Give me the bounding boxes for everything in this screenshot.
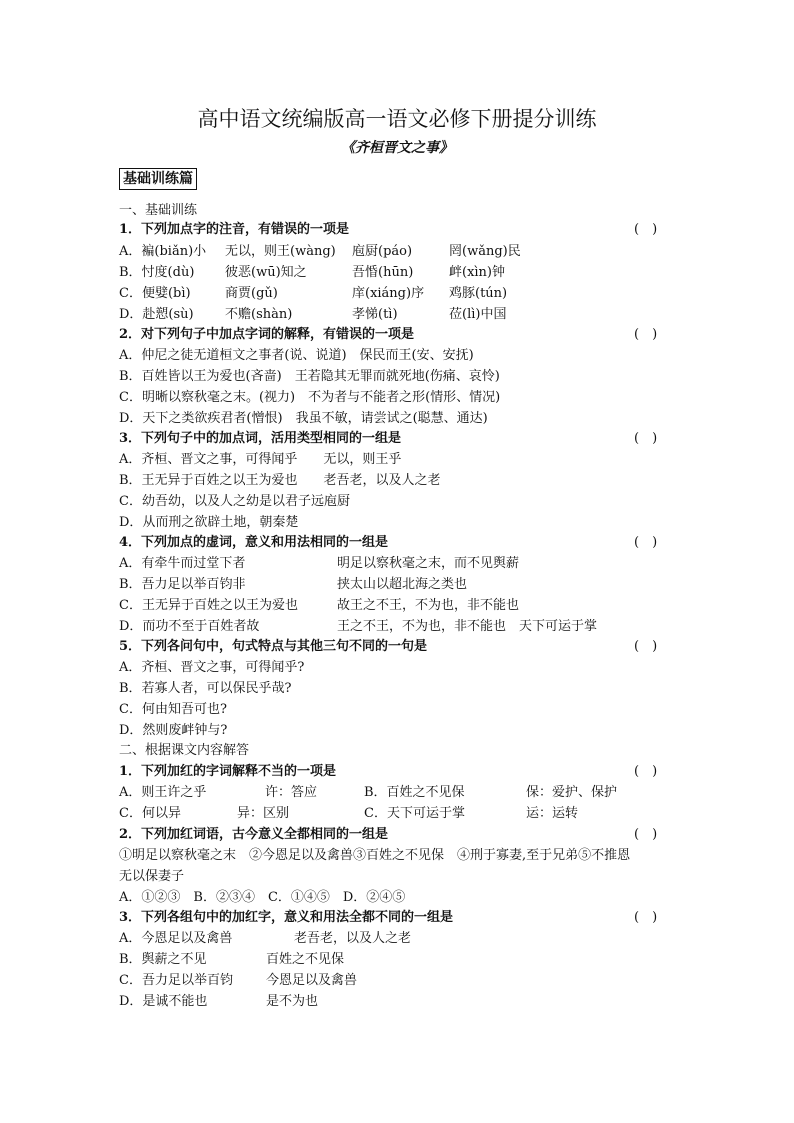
answer-bracket: ( ) bbox=[634, 827, 658, 842]
option-cell: C．便嬖(bì) bbox=[119, 286, 191, 301]
option-cell: 庠(xiáng)序 bbox=[352, 286, 425, 301]
option-cell: 明足以察秋毫之末，而不见舆薪 bbox=[337, 556, 520, 571]
answer-bracket: ( ) bbox=[634, 327, 658, 342]
answer-bracket: ( ) bbox=[634, 764, 658, 779]
option-cell: 商贾(gǔ) bbox=[225, 286, 278, 301]
option-cell: 是不为也 bbox=[266, 994, 319, 1009]
option-cell: 孝悌(tì) bbox=[352, 307, 398, 322]
option-cell: C．王无异于百姓之以王为爱也 bbox=[119, 598, 298, 613]
option-cell: 不赡(shàn) bbox=[225, 307, 293, 322]
option-cell: 百姓之不见保 bbox=[266, 952, 345, 967]
option-cell: 莅(lì)中国 bbox=[449, 307, 507, 322]
option-cell: 衅(xìn)钟 bbox=[449, 265, 506, 280]
answer-bracket: ( ) bbox=[634, 222, 658, 237]
question-stem: 1．下列加点字的注音，有错误的一项是 bbox=[119, 222, 350, 237]
option-cell: B．百姓之不见保 bbox=[364, 785, 465, 800]
option-line: C．明晰以察秋毫之末。(视力) 不为者与不能者之形(情形、情况) bbox=[119, 390, 501, 405]
option-cell: 鸡豚(tún) bbox=[449, 286, 508, 301]
question-stem: 3．下列句子中的加点词，活用类型相同的一组是 bbox=[119, 431, 402, 446]
part2-heading: 二、根据课文内容解答 bbox=[119, 743, 250, 758]
option-cell: 王之不王，不为也，非不能也 天下可运于掌 bbox=[337, 619, 598, 634]
option-cell: A．今恩足以及禽兽 bbox=[119, 931, 233, 946]
option-line: B．若寡人者，可以保民乎哉? bbox=[119, 681, 292, 696]
option-line: D．然则废衅钟与? bbox=[119, 723, 228, 738]
page-subtitle: 《齐桓晋文之事》 bbox=[341, 140, 453, 156]
option-cell: 今恩足以及禽兽 bbox=[266, 973, 358, 988]
option-cell: 故王之不王，不为也，非不能也 bbox=[337, 598, 520, 613]
option-cell: D．是诚不能也 bbox=[119, 994, 208, 1009]
question-stem: 1．下列加红的字词解释不当的一项是 bbox=[119, 764, 337, 779]
question-stem: 4．下列加点的虚词，意义和用法相同的一组是 bbox=[119, 535, 389, 550]
option-cell: 保：爱护、保护 bbox=[526, 785, 618, 800]
option-cell: 罔(wǎng)民 bbox=[449, 244, 521, 259]
option-cell: 老吾老，以及人之老 bbox=[294, 931, 412, 946]
answer-bracket: ( ) bbox=[634, 639, 658, 654]
option-cell: 彼恶(wū)知之 bbox=[225, 265, 307, 280]
question-stem: 3．下列各组句中的加红字，意义和用法全都不同的一组是 bbox=[119, 910, 454, 925]
answer-bracket: ( ) bbox=[634, 535, 658, 550]
option-cell: C．吾力足以举百钧 bbox=[119, 973, 233, 988]
question-stem: 2．下列加红词语，古今意义全都相同的一组是 bbox=[119, 827, 389, 842]
option-line: A．仲尼之徒无道桓文之事者(说、说道) 保民而王(安、安抚) bbox=[119, 348, 474, 363]
option-line: C．幼吾幼，以及人之幼是以君子远庖厨 bbox=[119, 494, 350, 509]
option-cell: 无以，则王(wàng) bbox=[225, 244, 336, 259]
option-cell: A．有牵牛而过堂下者 bbox=[119, 556, 246, 571]
option-line: B．百姓皆以王为爱也(吝啬) 王若隐其无罪而就死地(伤痛、哀怜) bbox=[119, 369, 500, 384]
question-stem: 5．下列各问句中，句式特点与其他三句不同的一句是 bbox=[119, 639, 428, 654]
question-body: ①明足以察秋毫之末 ②今恩足以及禽兽③百姓之不见保 ④刑于寡妻,至于兄弟⑤不推恩 bbox=[119, 848, 631, 863]
option-line: B．王无异于百姓之以王为爱也 老吾老，以及人之老 bbox=[119, 473, 441, 488]
answer-bracket: ( ) bbox=[634, 431, 658, 446]
option-cell: 挟太山以超北海之类也 bbox=[337, 577, 468, 592]
option-cell: A．褊(biǎn)小 bbox=[119, 244, 207, 259]
option-cell: C．天下可运于掌 bbox=[364, 806, 465, 821]
answer-choices: A．①②③ B．②③④ C．①④⑤ D．②④⑤ bbox=[119, 890, 406, 905]
option-cell: A．则王许之乎 bbox=[119, 785, 207, 800]
option-cell: B．舆薪之不见 bbox=[119, 952, 207, 967]
option-cell: 吾惛(hūn) bbox=[352, 265, 414, 280]
option-line: D．天下之类欲疾君者(憎恨) 我虽不敏，请尝试之(聪慧、通达) bbox=[119, 411, 488, 426]
option-cell: C．何以异 bbox=[119, 806, 181, 821]
question-stem: 2．对下列句子中加点字词的解释，有错误的一项是 bbox=[119, 327, 415, 342]
option-cell: D．而功不至于百姓者故 bbox=[119, 619, 260, 634]
option-cell: B．忖度(dù) bbox=[119, 265, 195, 280]
option-line: C．何由知吾可也? bbox=[119, 702, 227, 717]
section-box-label: 基础训练篇 bbox=[119, 168, 197, 190]
option-line: A．齐桓、晋文之事，可得闻乎 无以，则王乎 bbox=[119, 452, 402, 467]
answer-bracket: ( ) bbox=[634, 910, 658, 925]
page-title: 高中语文统编版高一语文必修下册提分训练 bbox=[197, 107, 597, 131]
option-cell: 异：区别 bbox=[237, 806, 290, 821]
option-cell: 许：答应 bbox=[265, 785, 318, 800]
question-body: 无以保妻子 bbox=[119, 869, 185, 884]
option-cell: 庖厨(páo) bbox=[352, 244, 413, 259]
option-cell: B．吾力足以举百钧非 bbox=[119, 577, 246, 592]
option-cell: 运：运转 bbox=[526, 806, 579, 821]
option-line: A．齐桓、晋文之事，可得闻乎? bbox=[119, 660, 305, 675]
part1-heading: 一、基础训练 bbox=[119, 203, 198, 218]
option-line: D．从而刑之欲辟土地，朝秦楚 bbox=[119, 515, 299, 530]
option-cell: D．赴愬(sù) bbox=[119, 307, 194, 322]
